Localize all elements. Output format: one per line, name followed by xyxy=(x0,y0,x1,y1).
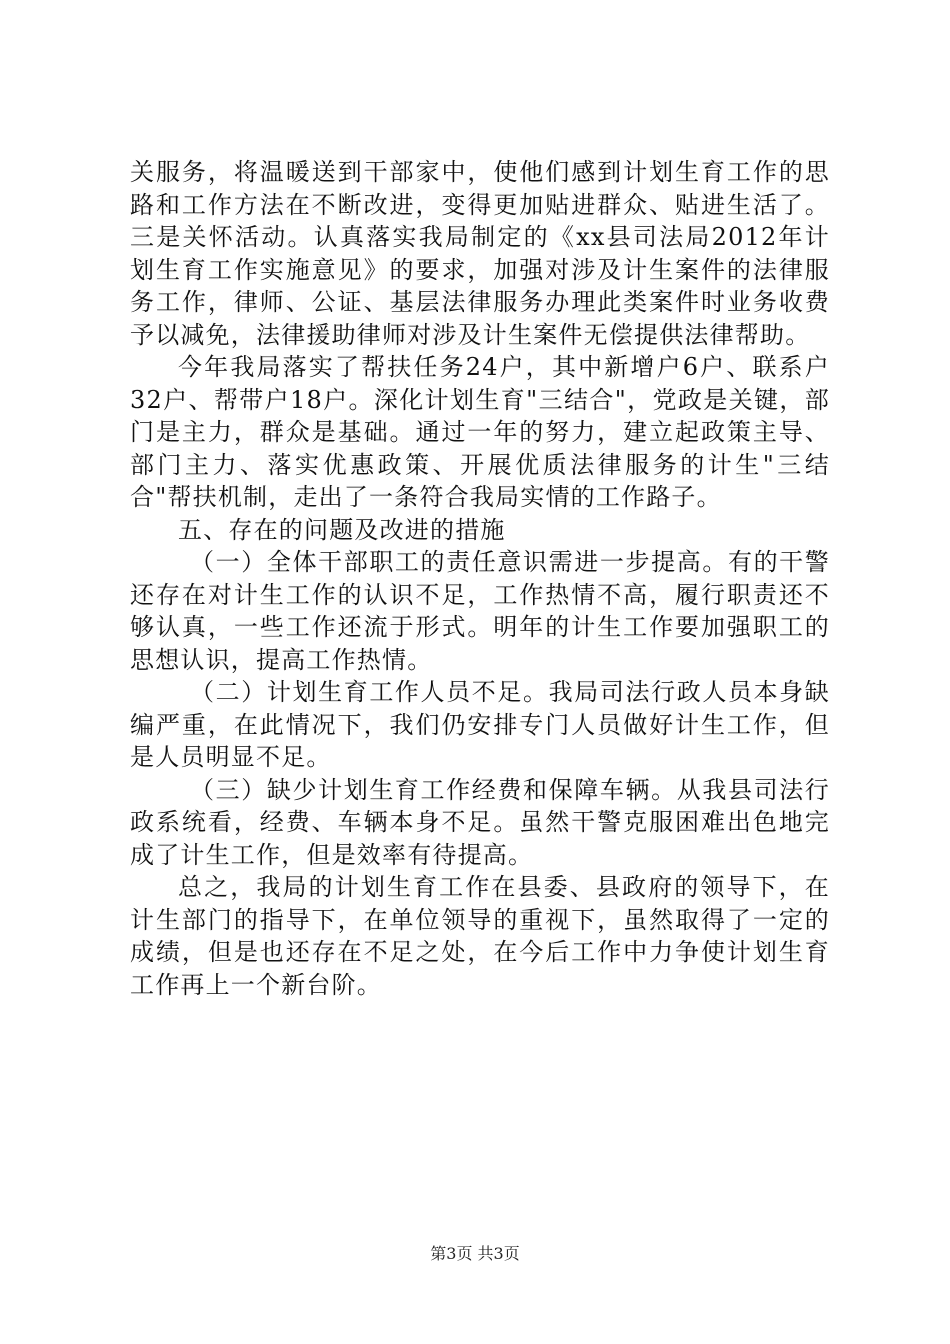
section-heading-problems: 五、存在的问题及改进的措施 xyxy=(178,515,506,544)
document-body xyxy=(130,156,830,1001)
paragraph-continued-services: 关服务，将温暖送到干部家中，使他们感到计划生育工作的思路和工作方法在不断改进，变得更加贴进群众、贴进生活了。三是关怀活动。认真落实我局制定的《xx县司法局2012年计划生育工作实施意见》的要求，加强对涉及计生案件的法律服务工作，律师、公证、基层法律服务办理此类案件时业务收费予以减免，法律援助律师对涉及计生案件无偿提供法律帮助。 xyxy=(130,158,830,349)
paragraph-conclusion: 总之，我局的计划生育工作在县委、县政府的领导下，在计生部门的指导下，在单位领导的重视下，虽然取得了一定的成绩，但是也还存在不足之处，在今后工作中力争使计划生育工作再上一个新台阶。 xyxy=(130,873,830,999)
page-number-footer: 第3页 共3页 xyxy=(430,1244,520,1263)
paragraph-problem-three: （三）缺少计划生育工作经费和保障车辆。从我县司法行政系统看，经费、车辆本身不足。虽然干警克服困难出色地完成了计生工作，但是效率有待提高。 xyxy=(130,775,830,869)
paragraph-assistance-tasks: 今年我局落实了帮扶任务24户，其中新增户6户、联系户32户、帮带户18户。深化计划生育"三结合"，党政是关键，部门是主力，群众是基础。通过一年的努力，建立起政策主导、部门主力、落实优惠政策、开展优质法律服务的计生"三结合"帮扶机制，走出了一条符合我局实情的工作路子。 xyxy=(130,353,830,511)
paragraph-problem-two: （二）计划生育工作人员不足。我局司法行政人员本身缺编严重，在此情况下，我们仍安排专门人员做好计生工作，但是人员明显不足。 xyxy=(130,678,830,771)
paragraph-problem-one: （一）全体干部职工的责任意识需进一步提高。有的干警还存在对计生工作的认识不足，工作热情不高，履行职责还不够认真，一些工作还流于形式。明年的计生工作要加强职工的思想认识，提高工作热情。 xyxy=(130,548,830,674)
